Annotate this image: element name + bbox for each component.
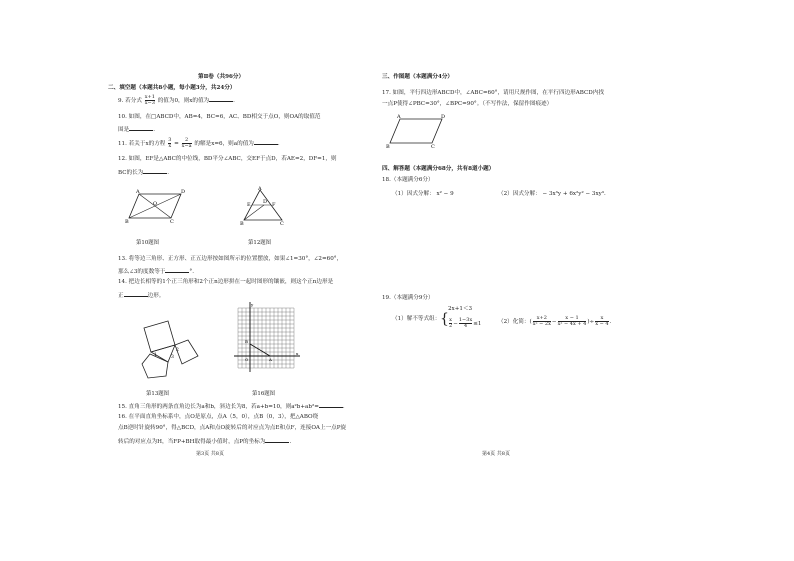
svg-text:D: D bbox=[263, 199, 268, 205]
svg-text:E: E bbox=[247, 202, 251, 208]
right-page-footer: 第4页 共8页 bbox=[482, 451, 510, 457]
brace-icon: { bbox=[440, 311, 449, 327]
left-page-footer: 第3页 共8页 bbox=[196, 451, 224, 457]
svg-text:C: C bbox=[170, 219, 174, 224]
question-16-line3: 转后的对应点为H，当FP+BH取得最小值时，点P的坐标为 . bbox=[118, 439, 292, 445]
svg-text:3: 3 bbox=[171, 355, 174, 360]
figure-12-caption: 第12题图 bbox=[248, 240, 272, 246]
svg-text:2: 2 bbox=[176, 348, 179, 353]
figure-16-caption: 第16题图 bbox=[252, 391, 276, 397]
question-10-line2: 围是 . bbox=[118, 127, 155, 133]
svg-text:A: A bbox=[269, 357, 272, 362]
svg-text:C: C bbox=[280, 221, 284, 226]
figure-13-polygons bbox=[138, 318, 202, 380]
question-18-part1: （1）因式分解： x² − 9 bbox=[392, 191, 454, 197]
inequality-1: 2x+1＜3 bbox=[448, 306, 473, 312]
svg-text:1: 1 bbox=[154, 353, 157, 358]
question-16-line2: 点B逆时针旋转90°，得△BCD，点A和点O旋转后的对应点为点E和点F，连接OA上一点P旋 bbox=[118, 425, 347, 431]
solve-heading: 四、解答题（本题满分68分，共有8道小题） bbox=[382, 166, 495, 172]
question-12-line2: BC的长为 . bbox=[118, 170, 170, 176]
question-11: 11. 若关于x的方程 $\frac{3}{x}$ = $\frac{2}{x-a}$ 的解是x=6，则a的值为 . bbox=[118, 137, 280, 149]
question-19-part2: （2）化简：( $\frac{x+2}{\text{x² − 2x}}$ − $\frac{x - 1}{\text{x² − 4x + 4}}$ )÷ $\frac{x}{x - 4}$ . bbox=[498, 315, 612, 327]
question-18-title: 18.（本题满分6分） bbox=[382, 177, 434, 183]
svg-text:B: B bbox=[125, 219, 129, 224]
question-12-line1: 12. 如图，EF是△ABC的中位线，BD平分∠ABC，交EF于点D，若AE=2，DF=1，则 bbox=[118, 156, 337, 162]
question-14-line2: 正 边形。 bbox=[118, 293, 165, 299]
question-10-line1: 10. 如图，在□ABCD中，AB=4，BC=6，AC、BD相交于点O，则OA的取值范 bbox=[118, 114, 321, 120]
figure-10-parallelogram bbox=[125, 188, 187, 224]
question-18-part2: （2）因式分解： − 3x³y + 6x²y² − 3xy³. bbox=[498, 191, 606, 197]
figure-16-grid bbox=[232, 300, 302, 380]
svg-text:O: O bbox=[245, 357, 249, 362]
svg-text:y: y bbox=[251, 302, 254, 307]
question-13-line2: 那么∠3的度数等于 °. bbox=[118, 269, 194, 275]
question-19-title: 19.（本题满分9分） bbox=[382, 295, 434, 301]
figure-17-parallelogram bbox=[386, 114, 446, 148]
svg-text:A: A bbox=[258, 186, 262, 192]
svg-text:F: F bbox=[272, 202, 276, 208]
question-17-line2: 一点P使得∠PBC=30°，∠BPC=90°。（不写作法，保留作图痕迹） bbox=[382, 101, 553, 107]
question-13-line1: 13. 将等边三角形、正方形、正五边形按如图所示的位置摆放，如果∠1=30°，∠2=60°， bbox=[118, 256, 343, 262]
svg-text:A: A bbox=[397, 114, 401, 120]
svg-text:A: A bbox=[136, 189, 140, 195]
inequality-2: $\frac{x}{2}$ − $\frac{1-3x}{4}$ ≤1 bbox=[449, 317, 482, 329]
svg-text:D: D bbox=[441, 114, 446, 120]
svg-text:x: x bbox=[296, 351, 299, 356]
draw-heading: 三、作图题（本题满分4分） bbox=[382, 74, 454, 80]
section-title: 第Ⅱ卷（共96分） bbox=[198, 74, 245, 80]
figure-12-triangle bbox=[238, 186, 286, 226]
question-15: 15. 直角三角形的两条直角边长为a和b，斜边长为8，若a+b=10，则a²b+ab²= . bbox=[118, 404, 345, 410]
svg-text:O: O bbox=[153, 201, 158, 207]
svg-text:D: D bbox=[181, 189, 186, 195]
svg-text:B: B bbox=[386, 144, 390, 148]
svg-text:B: B bbox=[245, 339, 248, 344]
question-17-line1: 17. 如图，平行四边形ABCD中，∠ABC=60°，请用尺规作图，在平行四边形ABCD内找 bbox=[382, 90, 604, 96]
question-19-part1-label: （1）解不等式组： bbox=[392, 316, 441, 322]
svg-text:B: B bbox=[240, 221, 244, 226]
question-14-line1: 14. 把边长相等的1个正三角形和2个正n边形拼在一起时图形的镶嵌，则这个正n边形是 bbox=[118, 279, 334, 285]
question-9: 9. 若分式 $\frac{x+1}{x-3}$ 的值为0，则x的值为 . bbox=[118, 94, 235, 106]
figure-10-caption: 第10题图 bbox=[136, 240, 160, 246]
fill-heading: 二、填空题（本题共8小题，每小题3分，共24分） bbox=[108, 85, 236, 91]
question-16-line1: 16. 在平面直角坐标系中，点O是原点，点A（5，0），点B（0，3），把△ABO绕 bbox=[118, 414, 319, 420]
svg-text:C: C bbox=[431, 144, 435, 148]
figure-13-caption: 第13题图 bbox=[146, 391, 170, 397]
